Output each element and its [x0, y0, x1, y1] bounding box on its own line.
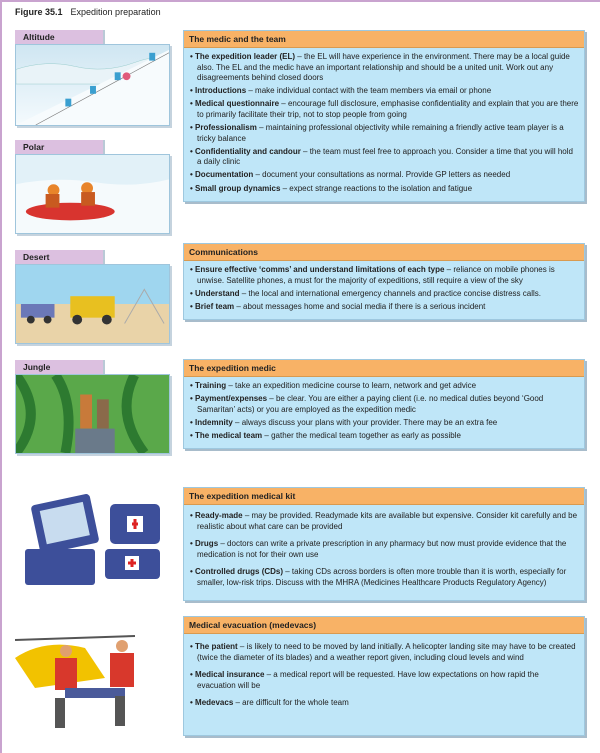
- jungle-image: [15, 374, 170, 454]
- list-item: [190, 86, 579, 97]
- list-item: [190, 431, 579, 442]
- panel-label-polar: Polar: [15, 140, 103, 154]
- item-term: Confidentiality and candour: [195, 146, 301, 156]
- list-item: [190, 418, 579, 429]
- box-title: The medic and the team: [184, 31, 584, 48]
- list-item: [190, 123, 579, 144]
- list-item: [190, 147, 579, 168]
- item-text: – taking CDs across borders is often more trouble than it is worth, especially for smaller, low-risk trips. Discuss with the MHRA (Medicines Healthcare Products Regulatory Agency): [197, 567, 567, 587]
- box-medical-kit: [183, 487, 585, 601]
- box-title: The expedition medic: [184, 360, 584, 377]
- item-term: Controlled drugs (CDs): [195, 567, 284, 577]
- item-text: – are difficult for the whole team: [233, 698, 349, 708]
- box-title: Medical evacuation (medevacs): [184, 617, 584, 634]
- item-text: – document your consultations as normal. Provide GP letters as needed: [253, 170, 511, 180]
- medevac-image: [15, 618, 170, 730]
- item-text: – the EL will have experience in the environment. There may be a local guide also. The EL and the medic have an important relationship and should be a united unit. Work out any disagreements behind closed doors: [197, 52, 570, 83]
- item-text: – maintaining professional objectivity while remaining a friendly active team player is a tricky balance: [197, 123, 564, 143]
- item-term: The expedition leader (EL): [195, 52, 296, 61]
- list-item: [190, 52, 579, 84]
- item-term: Medical questionnaire: [195, 99, 280, 109]
- list-item: [190, 265, 579, 286]
- figure-title: Expedition preparation: [70, 7, 161, 17]
- item-term: Introductions: [195, 86, 247, 96]
- polar-image: [15, 154, 170, 234]
- item-text: – reliance on mobile phones is unwise. Satellite phones, a must for the majority of expeditions, still require a view of the sky: [197, 265, 555, 285]
- figure-number: Figure 35.1: [15, 7, 63, 17]
- item-text: – be clear. You are either a paying client (i.e. no medical duties beyond ‘Good Samaritan’ acts) or you are employed as the expedition medic: [197, 394, 544, 414]
- panel-label-jungle: Jungle: [15, 360, 103, 374]
- item-term: Ensure effective ‘comms’ and understand limitations of each type: [195, 265, 445, 274]
- medical-kit-image: [15, 494, 170, 590]
- item-term: Documentation: [195, 170, 254, 180]
- list-item: [190, 539, 579, 560]
- list-item: [190, 99, 579, 120]
- box-title: Communications: [184, 244, 584, 261]
- box-title: The expedition medical kit: [184, 488, 584, 505]
- list-item: [190, 698, 579, 709]
- box-expedition-medic: [183, 359, 585, 449]
- box-medevac: [183, 616, 585, 736]
- list-item: [190, 511, 579, 532]
- item-text: – about messages home and social media if there is a serious incident: [234, 301, 486, 311]
- item-text: – make individual contact with the team members via email or phone: [246, 86, 492, 96]
- item-text: – encourage full disclosure, emphasise confidentiality and explain that you are there to primarily facilitate their trip, not to stop people from going: [197, 99, 579, 119]
- item-term: Brief team: [195, 301, 235, 311]
- item-term: Training: [195, 381, 227, 390]
- item-term: Payment/expenses: [195, 394, 268, 404]
- list-item: [190, 394, 579, 415]
- item-term: Medical insurance: [195, 670, 265, 680]
- item-text: – always discuss your plans with your provider. There may be an extra fee: [232, 417, 498, 427]
- figure-caption: [15, 7, 161, 17]
- item-term: Ready-made: [195, 511, 243, 520]
- desert-image: [15, 264, 170, 344]
- item-text: – is likely to need to be moved by land initially. A helicopter landing site may have to be created (twice the diameter of its blades) and a weather report given, including cloud levels and wind: [197, 642, 576, 662]
- list-item: [190, 170, 579, 181]
- list-item: [190, 184, 579, 195]
- list-item: [190, 302, 579, 313]
- panel-label-desert: Desert: [15, 250, 103, 264]
- list-item: [190, 642, 579, 663]
- item-text: – take an expedition medicine course to learn, network and get advice: [226, 381, 477, 390]
- item-term: The medical team: [195, 430, 263, 440]
- item-text: – gather the medical team together as early as possible: [262, 430, 461, 440]
- item-text: – the team must feel free to approach you. Consider a time that you will hold a daily clinic: [197, 146, 573, 167]
- item-term: The patient: [195, 642, 238, 651]
- item-term: Understand: [195, 288, 240, 298]
- list-item: [190, 381, 579, 392]
- item-term: Indemnity: [195, 417, 233, 427]
- list-item: [190, 670, 579, 691]
- list-item: [190, 567, 579, 588]
- item-term: Drugs: [195, 539, 219, 549]
- item-term: Professionalism: [195, 123, 257, 133]
- item-text: – expect strange reactions to the isolation and fatigue: [280, 183, 473, 193]
- box-medic-and-team: [183, 30, 585, 202]
- altitude-image: [15, 44, 170, 126]
- item-text: – may be provided. Readymade kits are available but expensive. Consider kit carefully and be realistic about what care can be provided: [197, 511, 578, 531]
- list-item: [190, 289, 579, 300]
- item-text: – a medical report will be requested. Have low expectations on how rapid the evacuation will be: [197, 670, 539, 690]
- item-term: Small group dynamics: [195, 183, 281, 193]
- panel-label-altitude: Altitude: [15, 30, 103, 44]
- box-communications: [183, 243, 585, 320]
- item-term: Medevacs: [195, 698, 234, 708]
- item-text: – doctors can write a private prescription in any pharmacy but now must provide evidence that the medication is not for their own use: [197, 539, 567, 559]
- item-text: – the local and international emergency channels and practice concise distress calls.: [239, 288, 541, 298]
